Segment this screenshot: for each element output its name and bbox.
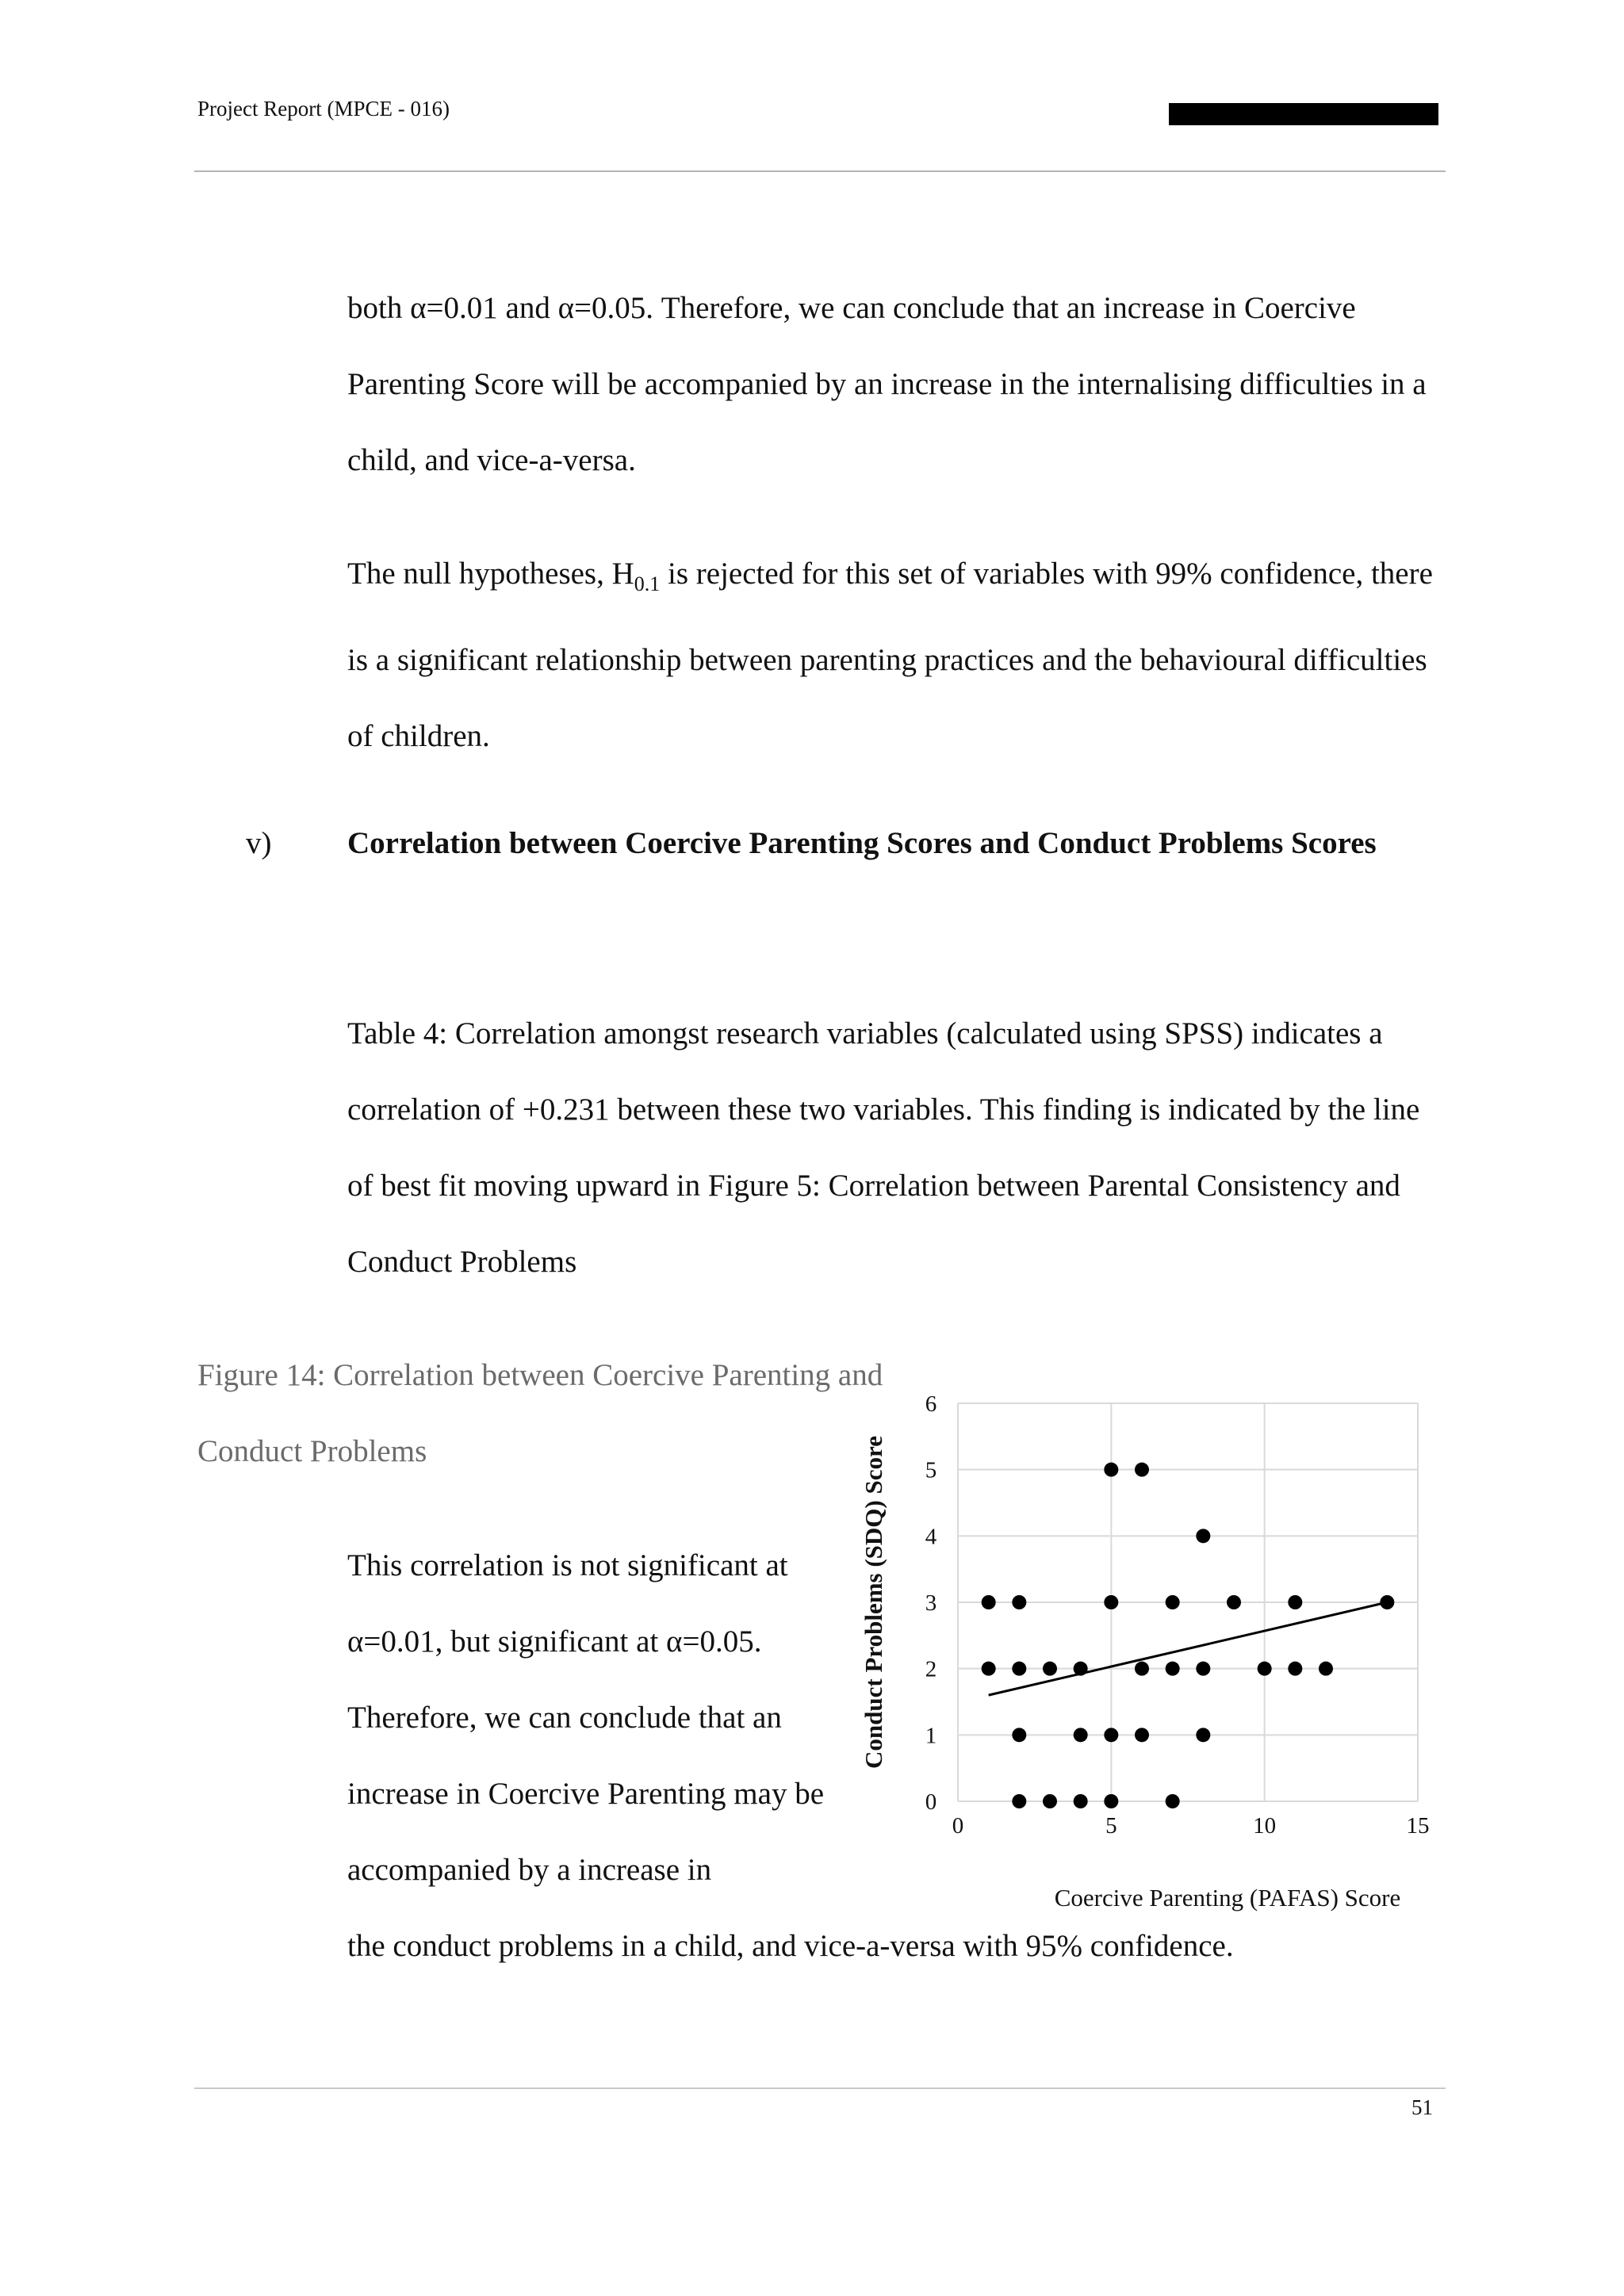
data-point [1319, 1662, 1333, 1676]
data-point [1135, 1728, 1149, 1742]
paragraph-3: Table 4: Correlation amongst research variables (calculated using SPSS) indicates a correlation of +0.231 between these two variables. This finding is indicated by the line of best fit moving upward in Figure 5: Correlation between Parental Consistency and Conduct Problems [347, 1016, 1420, 1279]
data-point [1135, 1662, 1149, 1676]
data-point [1288, 1662, 1302, 1676]
y-tick-label: 5 [925, 1457, 937, 1483]
page-number: 51 [1411, 2095, 1433, 2119]
data-point [1288, 1595, 1302, 1609]
data-point [1074, 1794, 1088, 1808]
data-point [1196, 1662, 1210, 1676]
data-point [1166, 1794, 1180, 1808]
data-point [982, 1662, 996, 1676]
y-tick-label: 2 [925, 1656, 937, 1682]
redaction-bar [1169, 103, 1438, 125]
data-point [1012, 1728, 1026, 1742]
header-title: Project Report (MPCE - 016) [197, 97, 450, 121]
data-point [1166, 1595, 1180, 1609]
data-point [1074, 1728, 1088, 1742]
paragraph-2-end: is rejected for this set of variables with 99% confidence, there is a significant relationship between parenting practices and the behavioural difficulties of children. [347, 557, 1433, 753]
paragraph-1: both α=0.01 and α=0.05. Therefore, we can conclude that an increase in Coercive Parenting Score will be accompanied by an increase in the internalising difficulties in a child, and vice-a-versa. [347, 291, 1427, 477]
data-point [1227, 1595, 1241, 1609]
header-divider [194, 170, 1446, 172]
data-point [1104, 1794, 1118, 1808]
trendline [989, 1602, 1388, 1695]
footer-divider [194, 2087, 1446, 2089]
x-tick-label: 5 [1105, 1813, 1117, 1839]
data-point [1012, 1662, 1026, 1676]
data-point [1196, 1728, 1210, 1742]
x-axis-label: Coercive Parenting (PAFAS) Score [1054, 1884, 1401, 1911]
data-point [1196, 1529, 1210, 1543]
x-tick-label: 15 [1406, 1813, 1430, 1839]
section-title: Correlation between Coercive Parenting Scores and Conduct Problems Scores [347, 826, 1377, 860]
x-tick-label: 10 [1253, 1813, 1277, 1839]
scatter-chart [841, 1372, 1443, 1927]
figure-caption: Figure 14: Correlation between Coercive Parenting and Conduct Problems [197, 1358, 883, 1468]
paragraph-2 [347, 536, 1442, 775]
data-point [982, 1595, 996, 1609]
data-point [1104, 1463, 1118, 1477]
data-point [1074, 1662, 1088, 1676]
y-tick-label: 4 [925, 1524, 937, 1550]
paragraph-2-start: The null hypotheses, H [347, 557, 634, 591]
data-point [1043, 1662, 1057, 1676]
data-point [1012, 1595, 1026, 1609]
y-axis-label: Conduct Problems (SDQ) Score [860, 1436, 887, 1769]
y-tick-label: 1 [925, 1723, 937, 1749]
y-tick-label: 3 [925, 1590, 937, 1616]
y-tick-label: 6 [925, 1391, 937, 1417]
data-point [1166, 1662, 1180, 1676]
data-point [1043, 1794, 1057, 1808]
data-point [1258, 1662, 1272, 1676]
figure-side-paragraph: This correlation is not significant at α=0.01, but significant at α=0.05. Therefore, we can conclude that an increase in Coercive Parenting may be accompanied by a increase in [347, 1548, 825, 1887]
x-tick-label: 0 [952, 1813, 964, 1839]
concluding-line: the conduct problems in a child, and vice-a-versa with 95% confidence. [347, 1929, 1234, 1963]
y-tick-label: 0 [925, 1789, 937, 1815]
data-point [1104, 1595, 1118, 1609]
section-marker: v) [246, 826, 272, 860]
data-point [1012, 1794, 1026, 1808]
data-point [1135, 1463, 1149, 1477]
data-point [1380, 1595, 1394, 1609]
hypothesis-subscript: 0.1 [634, 572, 661, 595]
data-point [1104, 1728, 1118, 1742]
